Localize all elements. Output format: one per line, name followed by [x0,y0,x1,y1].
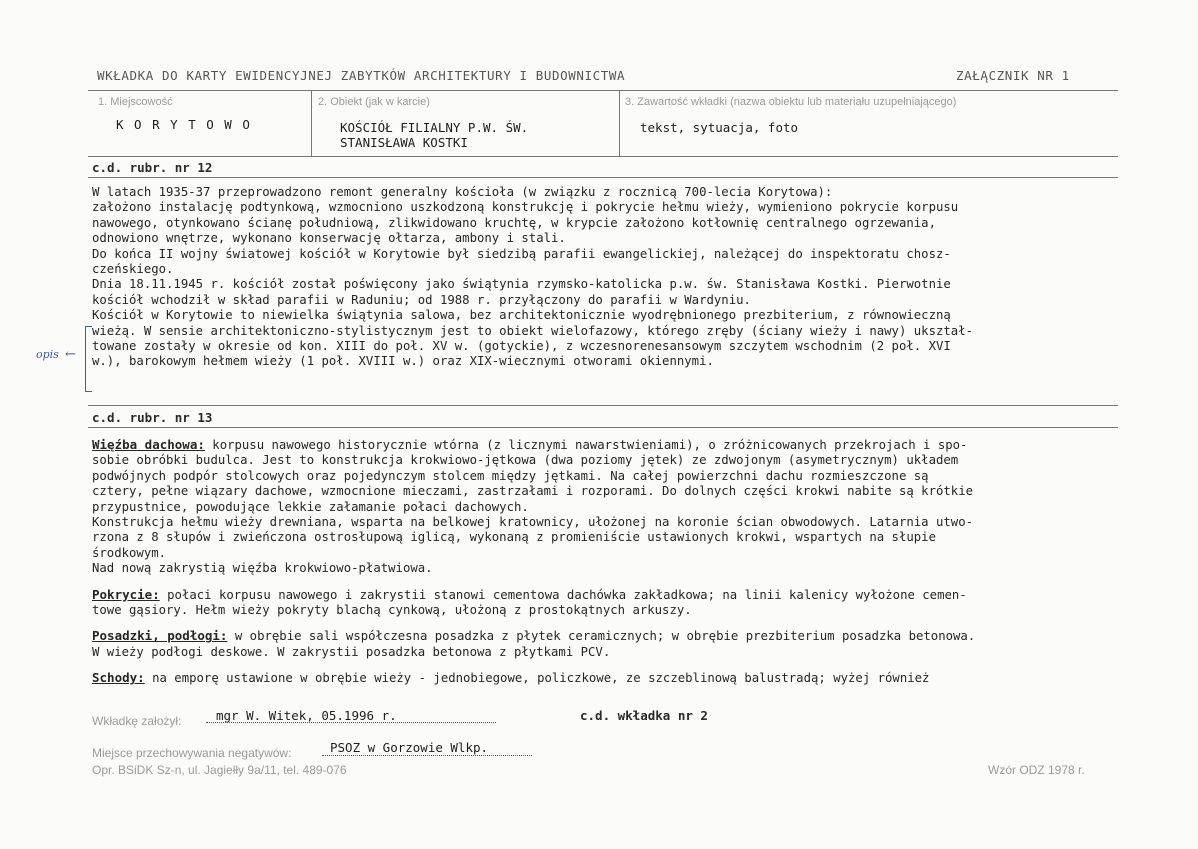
locality-value: K O R Y T O W O [116,117,252,132]
schody-label: Schody: [92,670,145,686]
author-label: Wkładkę założył: [92,714,182,728]
object-label: 2. Obiekt (jak w karcie) [318,96,430,108]
text-line: wieżą. W sensie architektoniczno-stylistycznym jest to obiekt wielofazowy, którego zręby (ściany wieży i nawy) ukształ- [92,323,973,338]
attachment-number: ZAŁĄCZNIK NR 1 [956,68,1070,83]
posadzki-label: Posadzki, podłogi: [92,628,228,644]
text-line: przypustnice, powodujące lekkie załamanie połaci dachowych. [92,499,529,514]
wiezba-label: Więźba dachowa: [92,437,205,452]
text-line: Konstrukcja hełmu wieży drewniana, wsparta na belkowej kratownicy, ułożonej na koronie ścian obwodowych. Latarnia utwo- [92,515,973,530]
text-line: Dnia 18.11.1945 r. kościół został poświęcony jako świątynia rzymsko-katolicka p.w. św. Stanisława Kostki. Pierwotnie [92,277,951,292]
text-line: towane zostały w okresie od kon. XIII do poł. XV w. (gotyckie), z wczesnorenesansowym szczytem wschodnim (2 poł. XVI [92,339,951,354]
storage-label: Miejsce przechowywania negatywów: [92,746,292,760]
field-divider [619,91,620,157]
wiezba-first-line [92,437,975,453]
text-line: nawowego, otynkowano ścianę południową, zlikwidowano kruchtę, w krypcie założono kotłownię centralnego ogrzewania, [92,215,936,230]
pokrycie-first-line [92,587,975,603]
schody-first-text: na emporę ustawione w obrębie wieży - jednobiegowe, policzkowe, ze szczeblinową balustradą; wyżej również [144,671,930,686]
text-line: W latach 1935-37 przeprowadzono remont generalny kościoła (w związku z rocznicą 700-lecia Korytowa): [92,185,833,199]
margin-bracket [85,326,92,392]
fields-rule [88,156,1118,157]
text-line: założono instalację podtynkową, wzmocniono uszkodzoną konstrukcję i pokrycie hełmu wieży, wymieniono pokrycie korpusu [92,200,959,215]
wiezba-first-text: korpusu nawowego historycznie wtórna (z licznymi nawarstwieniami), o zróżnicowanych przekrojach i spo- [204,438,968,452]
rubr-13-text [92,437,975,687]
text-line: odnowiono wnętrze, wykonano konserwację ołtarza, ambony i stali. [92,231,566,246]
contents-label: 3. Zawartość wkładki (nazwa obiektu lub materiału uzupełniającego) [625,96,957,108]
text-line: środkowym. [92,545,167,560]
field-divider [311,91,312,157]
pokrycie-label: Pokrycie: [92,586,160,602]
section-rule [88,405,1118,406]
contents-value: tekst, sytuacja, foto [640,120,799,135]
section-heading-rubr-12: c.d. rubr. nr 12 [92,160,213,175]
schody-first-line [92,670,975,686]
text-line: sobie obróbki budulca. Jest to konstrukcja krokwiowo-jętkowa (dwa poziomy jętek) ze zdwojonym (asymetrycznym) układem [92,453,959,468]
author-value: mgr W. Witek, 05.1996 r. [216,708,397,723]
arrow-left-icon: ← [65,347,76,362]
locality-label: 1. Miejscowość [98,96,173,108]
pokrycie-first-text: połaci korpusu nawowego i zakrystii stanowi cementowa dachówka zakładkowa; na linii kalenicy wyłożone cemen- [159,587,967,602]
text-line: czeńskiego. [92,262,174,277]
section-heading-rubr-13: c.d. rubr. nr 13 [92,410,213,425]
form-model: Wzór ODZ 1978 r. [988,763,1085,777]
continued-note: c.d. wkładka nr 2 [580,708,708,723]
object-value-line-1: KOŚCIÓŁ FILIALNY P.W. ŚW. [340,120,529,135]
text-line: kościół wchodził w skład parafii w Raduniu; od 1988 r. przyłączony do parafii w Wardyniu. [92,292,751,307]
text-line: podwójnych podpór stolcowych oraz pojedynczym stolcem między jętkami. Na całej powierzchni dachu rozmieszczone są [92,468,929,483]
text-line: W wieży podłogi deskowe. W zakrystii posadzka betonowa z płytkami PCV. [92,644,611,659]
author-dotted-line [206,722,496,723]
text-line: towe gąsiory. Hełm wieży pokryty blachą cynkową, ułożoną z prostokątnych arkuszy. [92,603,692,618]
section-rule [88,427,1118,428]
text-line: Kościół w Korytowie to niewielka świątynia salowa, bez architektonicznie wyodrębnionego prezbiterium, z równowieczną [92,308,951,323]
text-line: rzona z 8 słupów i zwieńczona ostrosłupową iglicą, wykonaną z promieniście ustawionych krokwi, wspartych na słupie [92,530,936,545]
text-line: Nad nową zakrystią więźba krokwiowo-płatwiowa. [92,561,433,576]
text-line: Do końca II wojny światowej kościół w Korytowie był siedzibą parafii ewangelickiej, należącej do inspektoratu chosz- [92,246,951,261]
object-value-line-2: STANISŁAWA KOSTKI [340,135,468,150]
posadzki-first-text: w obrębie sali współczesna posadzka z płytek ceramicznych; w obrębie prezbiterium posadzka betonowa. [227,629,976,644]
text-line: w.), barokowym hełmem wieży (1 poł. XVIII w.) oraz XIX-wiecznymi otworami okiennymi. [92,354,714,369]
storage-dotted-line [322,755,532,756]
publisher-info: Opr. BSiDK Sz-n, ul. Jagiełły 9a/11, tel. 489-076 [92,763,347,777]
posadzki-first-line [92,628,975,644]
rubr-12-text [92,185,973,370]
section-rule [88,177,1118,178]
document-title: WKŁADKA DO KARTY EWIDENCYJNEJ ZABYTKÓW ARCHITEKTURY I BUDOWNICTWA [97,68,626,83]
margin-note: opis [36,348,59,361]
header-rule [88,90,1118,91]
text-line: cztery, pełne wiązary dachowe, wzmocnione mieczami, zastrzałami i rozporami. Do dolnych części krokwi nabite są krótkie [92,484,973,499]
storage-value: PSOZ w Gorzowie Wlkp. [330,740,489,755]
